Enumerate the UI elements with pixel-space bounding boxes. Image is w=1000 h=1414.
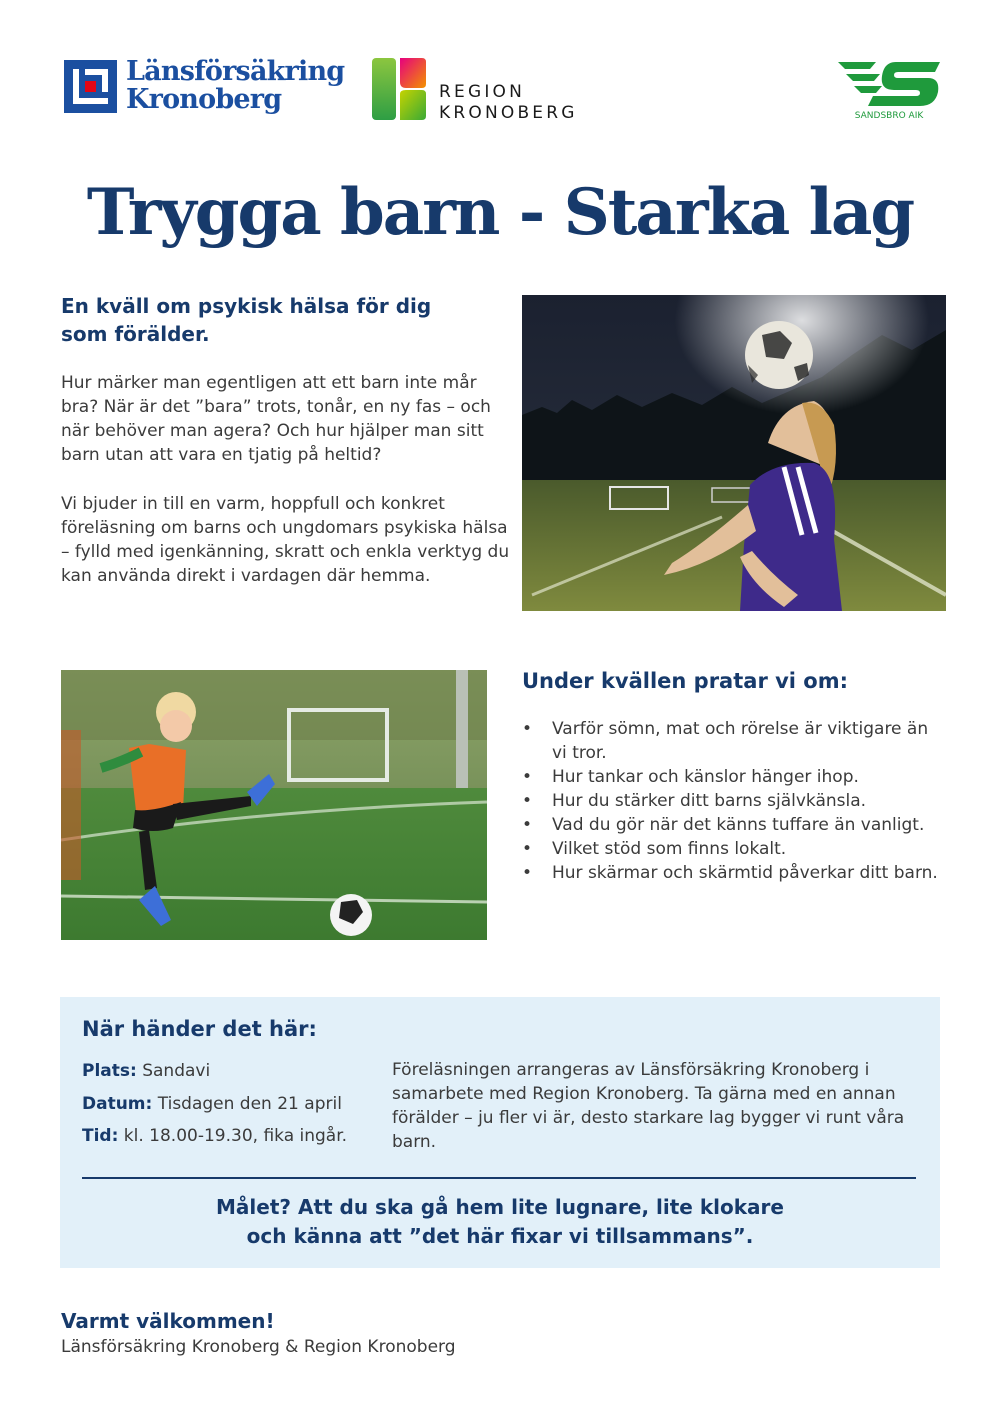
- intro-paragraph-1: Hur märker man egentligen att ett barn inte mår bra? När är det ”bara” trots, tonår, en ny fas – och när behöver man agera? Och hur hjälper man sitt barn utan att vara en tjatig på heltid?: [61, 373, 491, 465]
- region-line1: REGION: [439, 82, 526, 102]
- goal-line1: Målet? Att du ska gå hem lite lugnare, lite klokare: [216, 1195, 784, 1219]
- event-info-box: [60, 997, 940, 1268]
- region-kronoberg-logo: [372, 58, 602, 124]
- topics-list: [522, 717, 947, 885]
- event-place: [82, 1059, 210, 1083]
- topic-text: Hur du stärker ditt barns självkänsla.: [552, 791, 867, 811]
- list-item: [522, 789, 947, 813]
- topic-text: Hur skärmar och skärmtid påverkar ditt barn.: [552, 863, 938, 883]
- bullet: •: [522, 839, 533, 859]
- intro-paragraph-2: Vi bjuder in till en varm, hoppfull och konkret föreläsning om barns och ungdomars psykiska hälsa – fylld med igenkänning, skratt och enkla verktyg du kan använda direkt i vardagen där hemma.: [61, 494, 510, 586]
- lansforsakring-wordmark: [126, 58, 344, 114]
- list-item: [522, 861, 947, 885]
- region-kronoberg-mark-icon: [372, 58, 426, 120]
- intro-heading-line1: En kväll om psykisk hälsa för dig: [61, 294, 432, 318]
- place-label: Plats:: [82, 1061, 137, 1081]
- goal-line2: och känna att ”det här fixar vi tillsammans”.: [246, 1224, 754, 1248]
- photo-girl-heading-ball: [522, 295, 946, 611]
- region-line2: KRONOBERG: [439, 103, 578, 123]
- list-item: [522, 765, 947, 789]
- list-item: [522, 717, 947, 765]
- bullet: •: [522, 719, 533, 739]
- sandsbro-aik-logo: [836, 60, 942, 126]
- list-item: [522, 813, 947, 837]
- topic-text: Vad du gör när det känns tuffare än vanligt.: [552, 815, 925, 835]
- lansforsakring-line1: Länsförsäkring: [126, 56, 345, 87]
- place-value: Sandavi: [136, 1061, 211, 1081]
- topic-text: Vilket stöd som finns lokalt.: [552, 839, 787, 859]
- divider: [82, 1177, 916, 1179]
- topic-text: Hur tankar och känslor hänger ihop.: [552, 767, 859, 787]
- sandsbro-aik-name: SANDSBRO AIK: [854, 111, 924, 121]
- event-time: [82, 1124, 347, 1148]
- page-title: Trygga barn - Starka lag: [86, 175, 914, 250]
- photo-boy-kicking-ball: [61, 670, 487, 940]
- topic-text: Varför sömn, mat och rörelse är viktigare än vi tror.: [552, 719, 929, 763]
- intro-heading-line2: som förälder.: [61, 322, 210, 346]
- sandsbro-aik-mark-icon: [836, 60, 942, 110]
- event-heading: När händer det här:: [82, 1017, 317, 1041]
- time-value: kl. 18.00-19.30, fika ingår.: [118, 1126, 348, 1146]
- event-date: [82, 1092, 342, 1116]
- bullet: •: [522, 815, 533, 835]
- lansforsakring-line2: Kronoberg: [126, 84, 282, 115]
- welcome-heading: Varmt välkommen!: [61, 1309, 275, 1333]
- bullet: •: [522, 767, 533, 787]
- bullet: •: [522, 863, 533, 883]
- time-label: Tid:: [82, 1126, 119, 1146]
- region-kronoberg-wordmark: [439, 82, 578, 124]
- date-label: Datum:: [82, 1094, 153, 1114]
- intro-heading: [61, 292, 461, 348]
- lansforsakring-mark-icon: [64, 60, 117, 113]
- list-item: [522, 837, 947, 861]
- bullet: •: [522, 791, 533, 811]
- footer-organizers: Länsförsäkring Kronoberg & Region Kronoberg: [61, 1337, 456, 1357]
- goal-statement: [60, 1193, 940, 1251]
- topics-heading: Under kvällen pratar vi om:: [522, 669, 849, 693]
- date-value: Tisdagen den 21 april: [152, 1094, 342, 1114]
- organizer-text: Föreläsningen arrangeras av Länsförsäkring Kronoberg i samarbete med Region Kronoberg. Ta gärna med en annan förälder – ju fler vi är, desto starkare lag bygger vi runt våra barn.: [392, 1060, 905, 1152]
- lansforsakring-logo: [64, 58, 344, 128]
